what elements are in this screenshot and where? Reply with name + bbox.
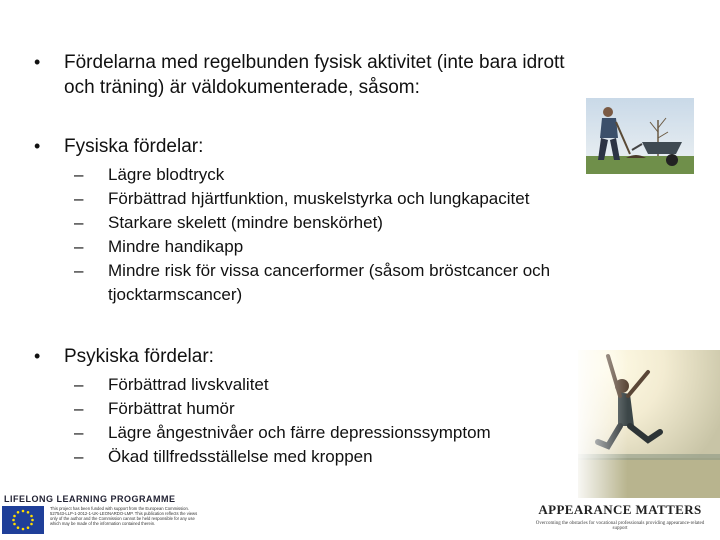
dash: – xyxy=(74,213,84,232)
list-item-text: Mindre handikapp xyxy=(108,237,244,256)
list-item-text: Förbättrat humör xyxy=(108,399,235,418)
bullet-psychological xyxy=(34,344,574,469)
dash: – xyxy=(74,237,84,256)
logo-text: APPEARANCE MATTERS xyxy=(538,502,702,517)
list-item xyxy=(74,259,624,307)
jumping-photo xyxy=(578,350,720,498)
bullet-physical-heading: Fysiska fördelar: xyxy=(64,136,204,157)
physical-benefits-list xyxy=(74,163,624,307)
list-item-text: Lägre ångestnivåer och färre depressionssymptom xyxy=(108,423,491,442)
list-item-text: Förbättrad livskvalitet xyxy=(108,375,269,394)
list-item xyxy=(74,397,574,421)
list-item-text: Lägre blodtryck xyxy=(108,165,225,184)
list-item-text: Starkare skelett (mindre benskörhet) xyxy=(108,213,383,232)
bullet-psychological-heading: Psykiska fördelar: xyxy=(64,346,214,367)
dash: – xyxy=(74,375,84,394)
logo-tagline: Overcoming the obstacles for vocational professionals providing appearance-related support xyxy=(535,521,705,531)
list-item xyxy=(74,373,574,397)
list-item xyxy=(74,235,624,259)
list-item xyxy=(74,445,574,469)
dash: – xyxy=(74,447,84,466)
psychological-benefits-list xyxy=(74,373,574,469)
programme-title: LIFELONG LEARNING PROGRAMME xyxy=(4,494,176,504)
gardening-illustration xyxy=(586,98,694,174)
eu-stars xyxy=(2,506,44,534)
bullet-dot: • xyxy=(34,52,41,72)
funding-disclaimer: This project has been funded with support from the European Commission. 527543-LLP-1-2012-1-UK-LEONARDO-LMP. This publication reflects the views only of the author and the Commission cannot be held responsible for any use which may be made of the information contained therein. xyxy=(50,506,198,526)
eu-flag-icon xyxy=(2,506,44,534)
dash: – xyxy=(74,399,84,418)
dash: – xyxy=(74,189,84,208)
dash: – xyxy=(74,423,84,442)
bullet-dot: • xyxy=(34,346,41,366)
dash: – xyxy=(74,261,84,280)
list-item xyxy=(74,187,624,211)
bullet-intro xyxy=(34,50,594,100)
list-item xyxy=(74,421,574,445)
list-item xyxy=(74,211,624,235)
list-item-text: Förbättrad hjärtfunktion, muskelstyrka och lungkapacitet xyxy=(108,189,530,208)
bullet-intro-text: Fördelarna med regelbunden fysisk aktivitet (inte bara idrott och träning) är väldokumenterade, såsom: xyxy=(64,52,565,98)
jumping-illustration xyxy=(578,350,720,498)
list-item-text: Ökad tillfredsställelse med kroppen xyxy=(108,447,373,466)
lifelong-learning-footer xyxy=(0,494,200,540)
bullet-physical xyxy=(34,134,594,307)
dash: – xyxy=(74,165,84,184)
list-item-text: Mindre risk för vissa cancerformer (såsom bröstcancer och tjocktarmscancer) xyxy=(108,261,551,304)
gardening-photo xyxy=(586,98,694,174)
bullet-dot: • xyxy=(34,136,41,156)
list-item xyxy=(74,163,624,187)
appearance-matters-logo xyxy=(530,502,710,531)
